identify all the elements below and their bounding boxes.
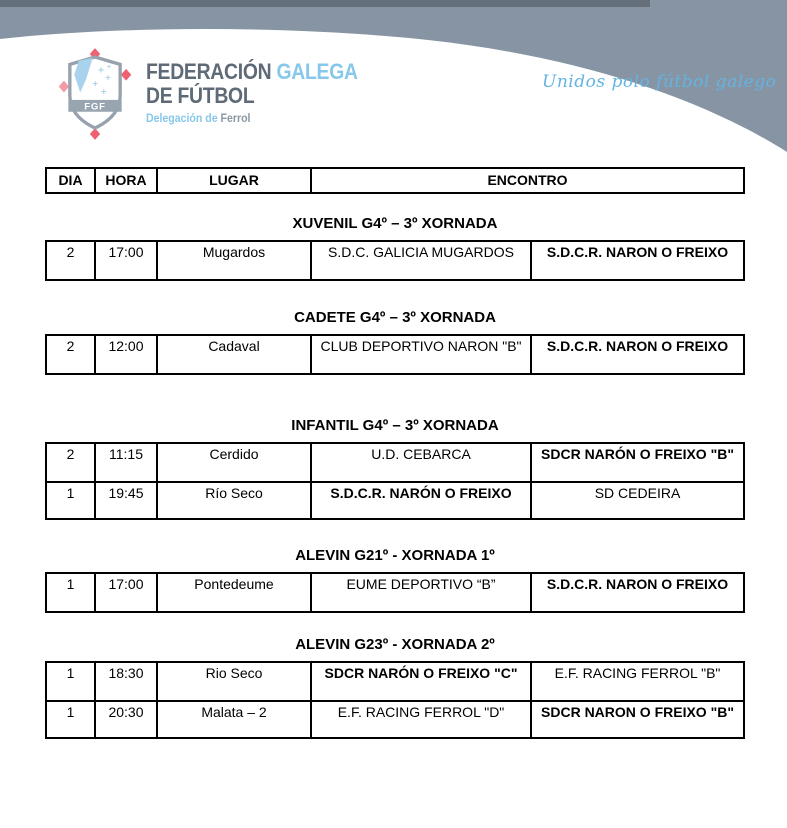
match-hora: 11:15 [94,444,156,481]
match-home-team: S.D.C.R. NARÓN O FREIXO [310,483,530,518]
match-dia: 1 [66,704,75,720]
column-header-encontro: ENCONTRO [310,169,743,192]
svg-text:+: + [105,72,111,83]
federation-wordmark [146,46,358,125]
section-title-xuvenil: XUVENIL G4º – 3º XORNADA [292,215,498,232]
section-title-alevin-g21: ALEVIN G21º - XORNADA 1º [295,547,495,564]
match-row [47,663,743,700]
match-home-team: U.D. CEBARCA [310,444,530,481]
match-row [47,481,743,518]
match-dia: 1 [66,485,75,501]
match-lugar: Río Seco [156,483,310,518]
match-hora: 20:30 [94,702,156,737]
svg-text:+: + [97,65,105,77]
match-table-alevin-g23 [45,661,745,739]
match-dia: 1 [66,576,75,592]
match-dia: 2 [66,244,75,260]
match-home-team: E.F. RACING FERROL "D" [310,702,530,737]
match-row [47,336,743,373]
match-away-team: E.F. RACING FERROL "B" [530,663,743,700]
match-away-team: S.D.C.R. NARON O FREIXO [530,336,743,373]
match-away-team: SD CEDEIRA [530,483,743,518]
column-header-row [47,169,743,192]
match-lugar: Cerdido [156,444,310,481]
match-hora: 17:00 [94,242,156,279]
column-header-table [45,167,745,194]
match-table-cadete [45,334,745,375]
schedule-content [45,167,745,739]
match-table-infantil [45,442,745,520]
shield-initials: FGF [84,101,106,113]
fgf-shield-icon [58,46,132,142]
match-home-team: EUME DEPORTIVO “B” [310,574,530,611]
delegation-part2: Ferrol [220,111,251,125]
match-row [47,700,743,737]
delegation-part1: Delegación de [146,111,218,125]
match-lugar: Rio Seco [156,663,310,700]
org-name-line2: DE FÚTBOL [146,83,255,108]
match-row [47,444,743,481]
section-title-alevin-g23: ALEVIN G23º - XORNADA 2º [295,636,495,653]
match-hora: 12:00 [94,336,156,373]
match-away-team: S.D.C.R. NARON O FREIXO [530,574,743,611]
match-away-team: SDCR NARON O FREIXO "B" [530,702,743,737]
match-lugar: Pontedeume [156,574,310,611]
match-row [47,242,743,279]
match-table-alevin-g21 [45,572,745,613]
svg-text:+: + [100,86,107,98]
match-hora: 19:45 [94,483,156,518]
column-header-lugar: LUGAR [156,169,310,192]
delegation-line [146,111,358,125]
match-away-team: S.D.C.R. NARON O FREIXO [530,242,743,279]
federation-logo [58,46,387,142]
column-header-dia: DIA [58,172,83,188]
match-home-team: SDCR NARÓN O FREIXO "C" [310,663,530,700]
match-lugar: Cadaval [156,336,310,373]
match-dia: 2 [66,446,75,462]
match-dia: 1 [66,665,75,681]
svg-text:+: + [106,61,112,71]
section-title-infantil: INFANTIL G4º – 3º XORNADA [291,417,499,434]
federation-slogan: Unidos polo fútbol galego [542,72,777,92]
org-name-line1 [146,60,358,84]
org-name-part2: GALEGA [276,59,358,84]
match-dia: 2 [66,338,75,354]
svg-text:+: + [92,78,98,89]
match-table-xuvenil [45,240,745,281]
match-lugar: Mugardos [156,242,310,279]
match-lugar: Malata – 2 [156,702,310,737]
section-title-cadete: CADETE G4º – 3º XORNADA [294,309,496,326]
match-home-team: S.D.C. GALICIA MUGARDOS [310,242,530,279]
org-name-part1: FEDERACIÓN [146,59,272,84]
match-home-team: CLUB DEPORTIVO NARON "B" [310,336,530,373]
match-hora: 18:30 [94,663,156,700]
match-row [47,574,743,611]
match-hora: 17:00 [94,574,156,611]
match-away-team: SDCR NARÓN O FREIXO "B" [530,444,743,481]
column-header-hora: HORA [94,169,156,192]
